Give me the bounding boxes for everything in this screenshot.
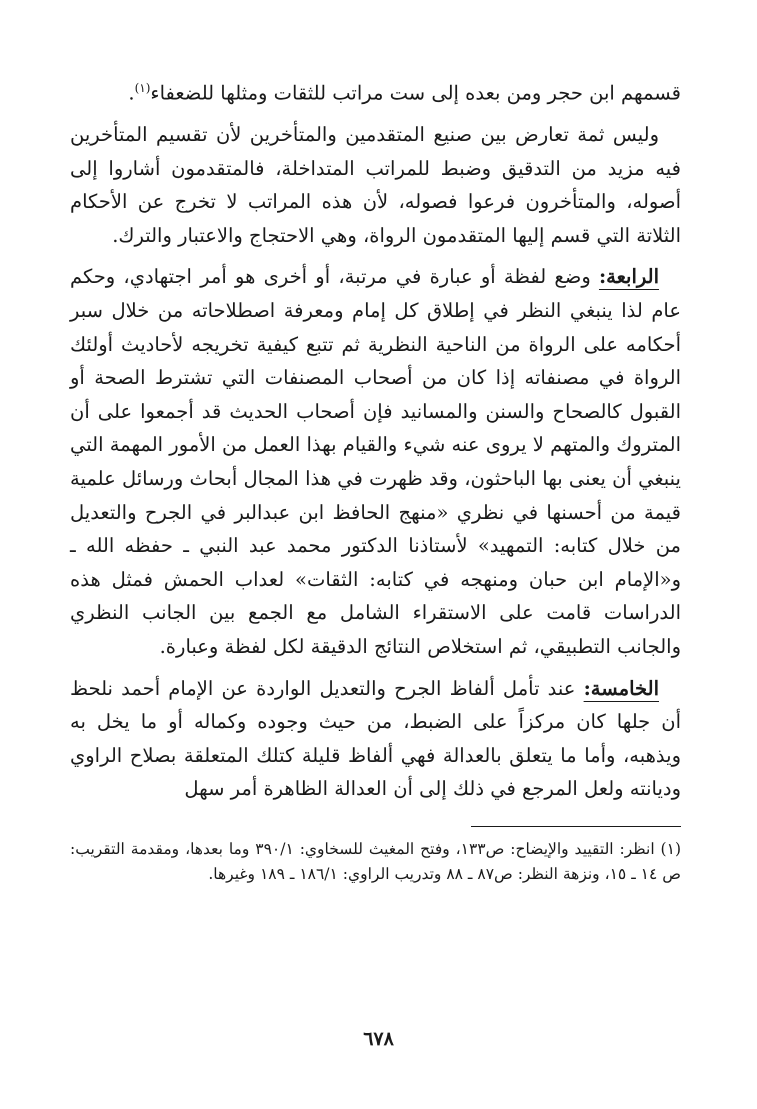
paragraph-fourth-text: وضع لفظة أو عبارة في مرتبة، أو أخرى هو أمر اجتهادي، وحكم عام لذا ينبغي النظر في إطلاق كل إمام ومعرفة اصطلاحاته من خلال سبر أحكامه على الرواة من الناحية النظرية ثم تتبع كيفية تخريجه لأحاديث أولئك الرواة في مصنفاته إذا كان من أصحاب المصنفات التي تشترط الصحة أو القبول كالصحاح والسنن والمسانيد فإن أصحاب الحديث قد أجمعوا على أن المتروك والمتهم لا يروى عنه شيء والقيام بهذا العمل من الأمور المهمة التي ينبغي أن يعنى بها الباحثون، وقد ظهرت في هذا المجال أبحاث ورسائل علمية قيمة من أحسنها في نظري «منهج الحافظ ابن عبدالبر في الجرح والتعديل من خلال كتابه: التمهيد» لأستاذنا الدكتور محمد عبد النبي ـ حفظه الله ـ و«الإمام ابن حبان ومنهجه في كتابه: الثقات» لعداب الحمش فمثل هذه الدراسات قامت على الاستقراء الشامل مع الجمع بين الجانب النظري والجانب التطبيقي، ثم استخلاص النتائج الدقيقة لكل لفظة وعبارة. [70,265,681,658]
footnote-divider [471,826,681,827]
footnote [70,837,681,887]
footnote-text: انظر: التقييد والإيضاح: ص١٣٣، وفتح المغيث للسخاوي: ٣٩٠/١ وما بعدها، ومقدمة التقريب: ص ١٤ ـ ١٥، ونزهة النظر: ص٨٧ ـ ٨٨ وتدريب الراوي: ١٨٦/١ ـ ١٨٩ وغيرها. [70,839,681,883]
paragraph-fifth [70,672,681,806]
paragraph-fifth-text: عند تأمل ألفاظ الجرح والتعديل الواردة عن الإمام أحمد نلحظ أن جلها كان مركزاً على الضبط، من حيث وجوده وكماله أو ما يخل به ويذهبه، وأما ما يتعلق بالعدالة فهي ألفاظ قليلة كتلك المتعلقة بصلاح الراوي وديانته ولعل المرجع في ذلك إلى أن العدالة الظاهرة أمر سهل [70,676,681,801]
footnote-number: (١) [660,839,681,858]
paragraph-1-tail: . [128,81,135,105]
paragraph-1 [70,72,681,110]
paragraph-fourth [70,260,681,663]
paragraph-2 [70,118,681,252]
footnote-reference[interactable]: (١) [134,81,151,95]
paragraph-2-text: وليس ثمة تعارض بين صنيع المتقدمين والمتأخرين لأن تقسيم المتأخرين فيه مزيد من التدقيق وضبط للمراتب المتداخلة، فالمتقدمون أشاروا إلى أصوله، والمتأخرون فرعوا فصوله، لأن هذه المراتب لا تخرج عن الأحكام الثلاتة التي قسم إليها المتقدمون الرواة، وهي الاحتجاج والاعتبار والترك. [70,123,681,247]
paragraph-fifth-heading: الخامسة: [583,676,659,700]
paragraph-fourth-heading: الرابعة: [598,265,659,289]
paragraph-1-text: قسمهم ابن حجر ومن بعده إلى ست مراتب للثقات ومثلها للضعفاء [150,81,681,105]
page-number: ٦٧٨ [363,1028,394,1050]
